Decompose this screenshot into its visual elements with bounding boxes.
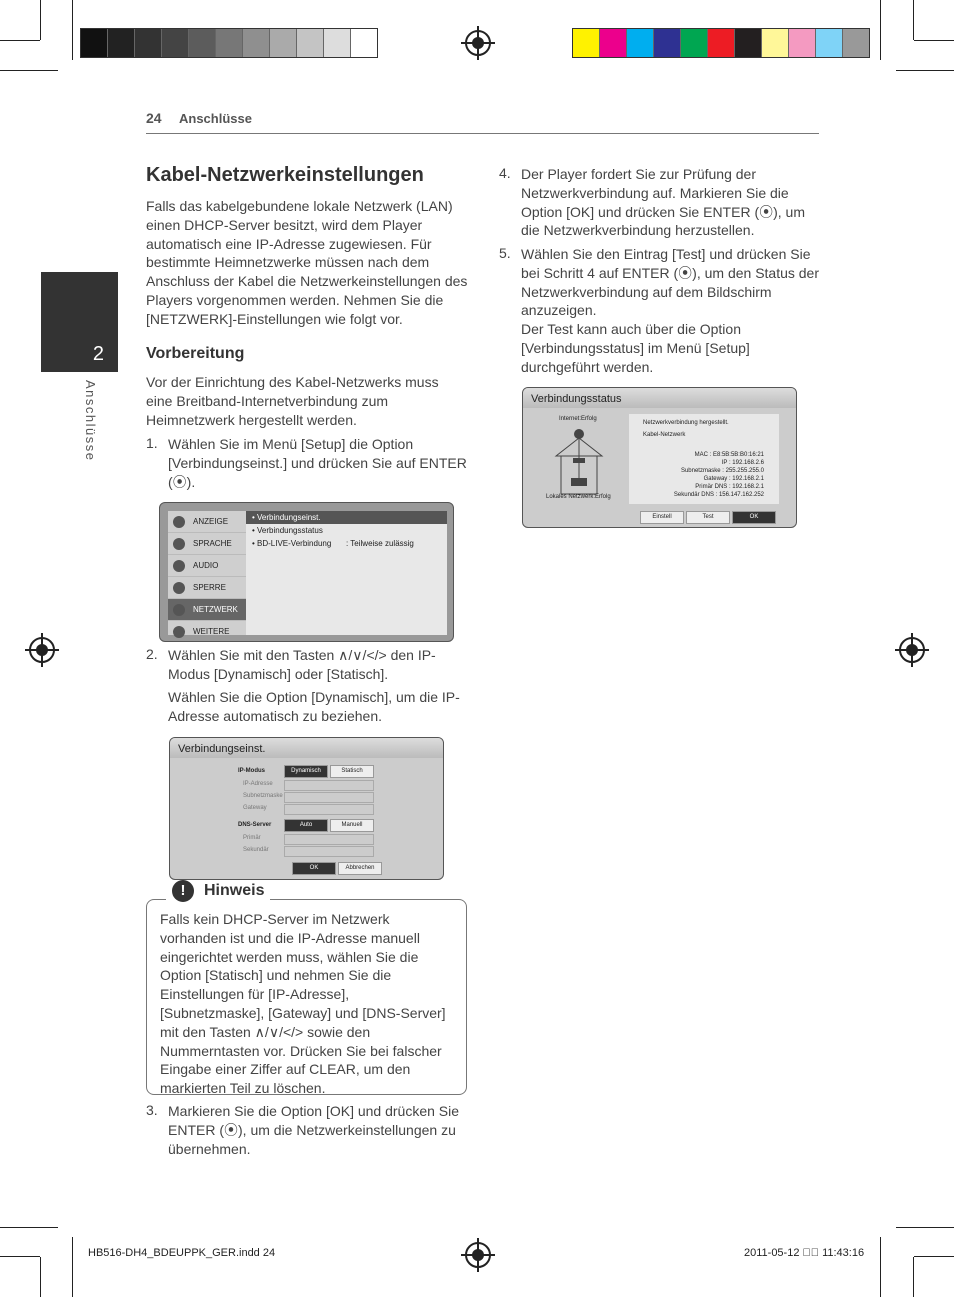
- color-swatch: [216, 29, 243, 57]
- color-swatch: [762, 29, 789, 57]
- chapter-number: 2: [92, 343, 104, 365]
- crop-mark: [0, 40, 40, 41]
- page-title: Kabel-Netzwerkeinstellungen: [146, 164, 424, 186]
- display-icon: [173, 516, 185, 528]
- setup-menu-screenshot: [159, 502, 454, 642]
- crop-mark: [880, 0, 881, 60]
- connection-type: Kabel-Netzwerk: [643, 432, 686, 438]
- crop-mark: [40, 0, 41, 40]
- crop-mark: [913, 0, 914, 40]
- crop-mark: [880, 1237, 881, 1297]
- prep-heading: Vorbereitung: [146, 345, 245, 362]
- color-swatch: [108, 29, 135, 57]
- crop-mark: [40, 1257, 41, 1297]
- color-swatch: [270, 29, 297, 57]
- dialog-title: Verbindungsstatus: [523, 388, 796, 408]
- dialog-title: Verbindungseinst.: [170, 738, 443, 758]
- ip-field: [284, 804, 374, 815]
- field-label: Sekundär: [243, 847, 269, 853]
- detail-row: Gateway : 192.168.2.1: [703, 476, 764, 482]
- note-text: Falls kein DHCP-Server im Netzwerk vorhanden ist und die IP-Adresse manuell eingerichtet werden muss, wählen Sie die Option [Statisch] und nehmen Sie die Einstellungen für [IP-Adresse], [Subnetzmaske], [Gateway] und [DNS-Server] mit den Tasten ∧/∨/</> sowie den Nummerntasten vor. Drücken Sie bei falscher Eingabe einer Ziffer auf CLEAR, um den markierten Teil zu löschen.: [160, 911, 446, 1097]
- ip-field: [284, 780, 374, 791]
- menu-item: ANZEIGE: [168, 511, 246, 533]
- detail-row: Subnetzmaske : 255.255.255.0: [680, 468, 764, 474]
- field-label: Gateway: [243, 805, 267, 811]
- step-text: Der Player fordert Sie zur Prüfung der Netzwerkverbindung auf. Markieren Sie die Option [OK] und drücken Sie ENTER (⦿), um die Netzwerkverbindung herzustellen.: [521, 166, 805, 239]
- ok-button: OK: [732, 511, 776, 524]
- color-swatch: [708, 29, 735, 57]
- others-icon: [173, 626, 185, 638]
- section-title: Anschlüsse: [179, 111, 252, 126]
- color-swatch: [600, 29, 627, 57]
- step-number: 1.: [146, 435, 158, 451]
- note-header: [166, 880, 270, 902]
- registration-mark-icon: [465, 1242, 491, 1268]
- auto-option: Auto: [284, 819, 328, 832]
- step-number: 4.: [499, 165, 511, 181]
- color-swatch: [735, 29, 762, 57]
- grayscale-bar: [80, 28, 378, 58]
- status-message: Netzwerkverbindung hergestellt.: [643, 420, 729, 426]
- ip-field: [284, 792, 374, 803]
- menu-option: • Verbindungseinst.: [246, 511, 447, 524]
- prep-paragraph: Vor der Einrichtung des Kabel-Netzwerks muss eine Breitband-Internetverbindung zum Heimnetzwerk hergestellt werden.: [146, 374, 439, 428]
- detail-row: IP : 192.168.2.6: [721, 460, 764, 466]
- audio-icon: [173, 560, 185, 572]
- color-swatch: [789, 29, 816, 57]
- footer-date: 2011-05-12 ￿￿ 11:43:16: [744, 1247, 865, 1259]
- language-icon: [173, 538, 185, 550]
- color-swatch: [654, 29, 681, 57]
- settings-button: Einstell: [640, 511, 684, 524]
- menu-option: • BD-LIVE-Verbindung : Teilweise zulässig: [252, 539, 414, 548]
- field-label: Primär: [243, 835, 261, 841]
- color-swatch: [189, 29, 216, 57]
- network-icon: [173, 604, 185, 616]
- warning-icon: !: [172, 880, 194, 902]
- menu-item-selected: NETZWERK: [168, 599, 246, 621]
- color-swatch: [816, 29, 843, 57]
- dynamic-option: Dynamisch: [284, 765, 328, 778]
- step-subtext: Wählen Sie die Option [Dynamisch], um die IP-Adresse automatisch zu beziehen.: [168, 689, 460, 724]
- lock-icon: [173, 582, 185, 594]
- step-text: Wählen Sie den Eintrag [Test] und drücken Sie bei Schritt 4 auf ENTER (⦿), um den Status der Netzwerkverbindung auf dem Bildschirm anzuzeigen.: [521, 246, 820, 319]
- step-number: 5.: [499, 245, 511, 261]
- connection-settings-screenshot: [169, 737, 444, 880]
- color-swatch: [351, 29, 377, 57]
- local-network-status: Lokales Netzwerk:Erfolg: [546, 494, 611, 500]
- connection-status-screenshot: [522, 387, 797, 528]
- menu-item: WEITERE: [168, 621, 246, 642]
- detail-row: MAC : E8:5B:5B:B0:16:21: [694, 452, 764, 458]
- crop-mark: [0, 70, 58, 71]
- color-swatch: [135, 29, 162, 57]
- test-button: Test: [686, 511, 730, 524]
- page-number: 24: [146, 110, 162, 126]
- crop-mark: [0, 1227, 58, 1228]
- menu-option: • Verbindungsstatus: [252, 526, 323, 535]
- ip-mode-label: IP-Modus: [238, 768, 265, 774]
- color-swatch: [627, 29, 654, 57]
- crop-mark: [72, 0, 73, 60]
- setup-menu-options: [246, 511, 447, 635]
- status-panel: [629, 414, 779, 504]
- color-bar: [572, 28, 870, 58]
- crop-mark: [72, 1237, 73, 1297]
- step-number: 3.: [146, 1102, 158, 1118]
- step-text: Wählen Sie mit den Tasten ∧/∨/</> den IP-Modus [Dynamisch] oder [Statisch].: [168, 647, 436, 682]
- color-swatch: [324, 29, 351, 57]
- setup-menu-sidebar: [168, 511, 246, 635]
- crop-mark: [914, 40, 954, 41]
- static-option: Statisch: [330, 765, 374, 778]
- menu-item: AUDIO: [168, 555, 246, 577]
- color-swatch: [162, 29, 189, 57]
- manual-option: Manuell: [330, 819, 374, 832]
- step-number: 2.: [146, 646, 158, 662]
- registration-mark-icon: [29, 637, 55, 663]
- step-text: Markieren Sie die Option [OK] und drücken Sie ENTER (⦿), um die Netzwerkeinstellungen zu übernehmen.: [168, 1103, 460, 1157]
- note-heading: Hinweis: [204, 882, 265, 899]
- detail-row: Sekundär DNS : 156.147.162.252: [673, 492, 764, 498]
- crop-mark: [896, 1227, 954, 1228]
- internet-status: Internet:Erfolg: [559, 416, 597, 422]
- color-swatch: [297, 29, 324, 57]
- color-swatch: [843, 29, 869, 57]
- header-rule: [146, 133, 819, 134]
- crop-mark: [913, 1257, 914, 1297]
- menu-item: SPRACHE: [168, 533, 246, 555]
- footer-file: HB516-DH4_BDEUPPK_GER.indd 24: [88, 1247, 276, 1259]
- chapter-tab: [41, 272, 118, 372]
- color-swatch: [243, 29, 270, 57]
- intro-paragraph: Falls das kabelgebundene lokale Netzwerk (LAN) einen DHCP-Server besitzt, wird dem Player automatisch eine IP-Adresse zugewiesen. Für bestimmte Heimnetzwerke müssen nach dem Anschluss der Kabel die Netzwerkeinstellungen des Players vorgenommen werden. Nehmen Sie die [NETZWERK]-Einstellungen wie folgt vor.: [146, 198, 468, 327]
- step-subtext: Der Test kann auch über die Option [Verbindungsstatus] im Menü [Setup] durchgeführt werden.: [521, 321, 750, 375]
- field-label: Subnetzmaske: [243, 793, 283, 799]
- home-network-icon: [551, 428, 611, 500]
- field-label: IP-Adresse: [243, 781, 273, 787]
- ok-button: OK: [292, 862, 336, 875]
- crop-mark: [896, 70, 954, 71]
- step-text: Wählen Sie im Menü [Setup] die Option [Verbindungseinst.] und drücken Sie auf ENTER (⦿).: [168, 436, 467, 490]
- chapter-label: Anschlüsse: [83, 380, 98, 462]
- crop-mark: [0, 1256, 40, 1257]
- crop-mark: [914, 1256, 954, 1257]
- color-swatch: [81, 29, 108, 57]
- registration-mark-icon: [465, 30, 491, 56]
- dns-field: [284, 846, 374, 857]
- cancel-button: Abbrechen: [338, 862, 382, 875]
- dns-label: DNS-Server: [238, 822, 272, 828]
- dns-field: [284, 834, 374, 845]
- color-swatch: [573, 29, 600, 57]
- detail-row: Primär DNS : 192.168.2.1: [695, 484, 764, 490]
- registration-mark-icon: [899, 637, 925, 663]
- color-swatch: [681, 29, 708, 57]
- menu-item: SPERRE: [168, 577, 246, 599]
